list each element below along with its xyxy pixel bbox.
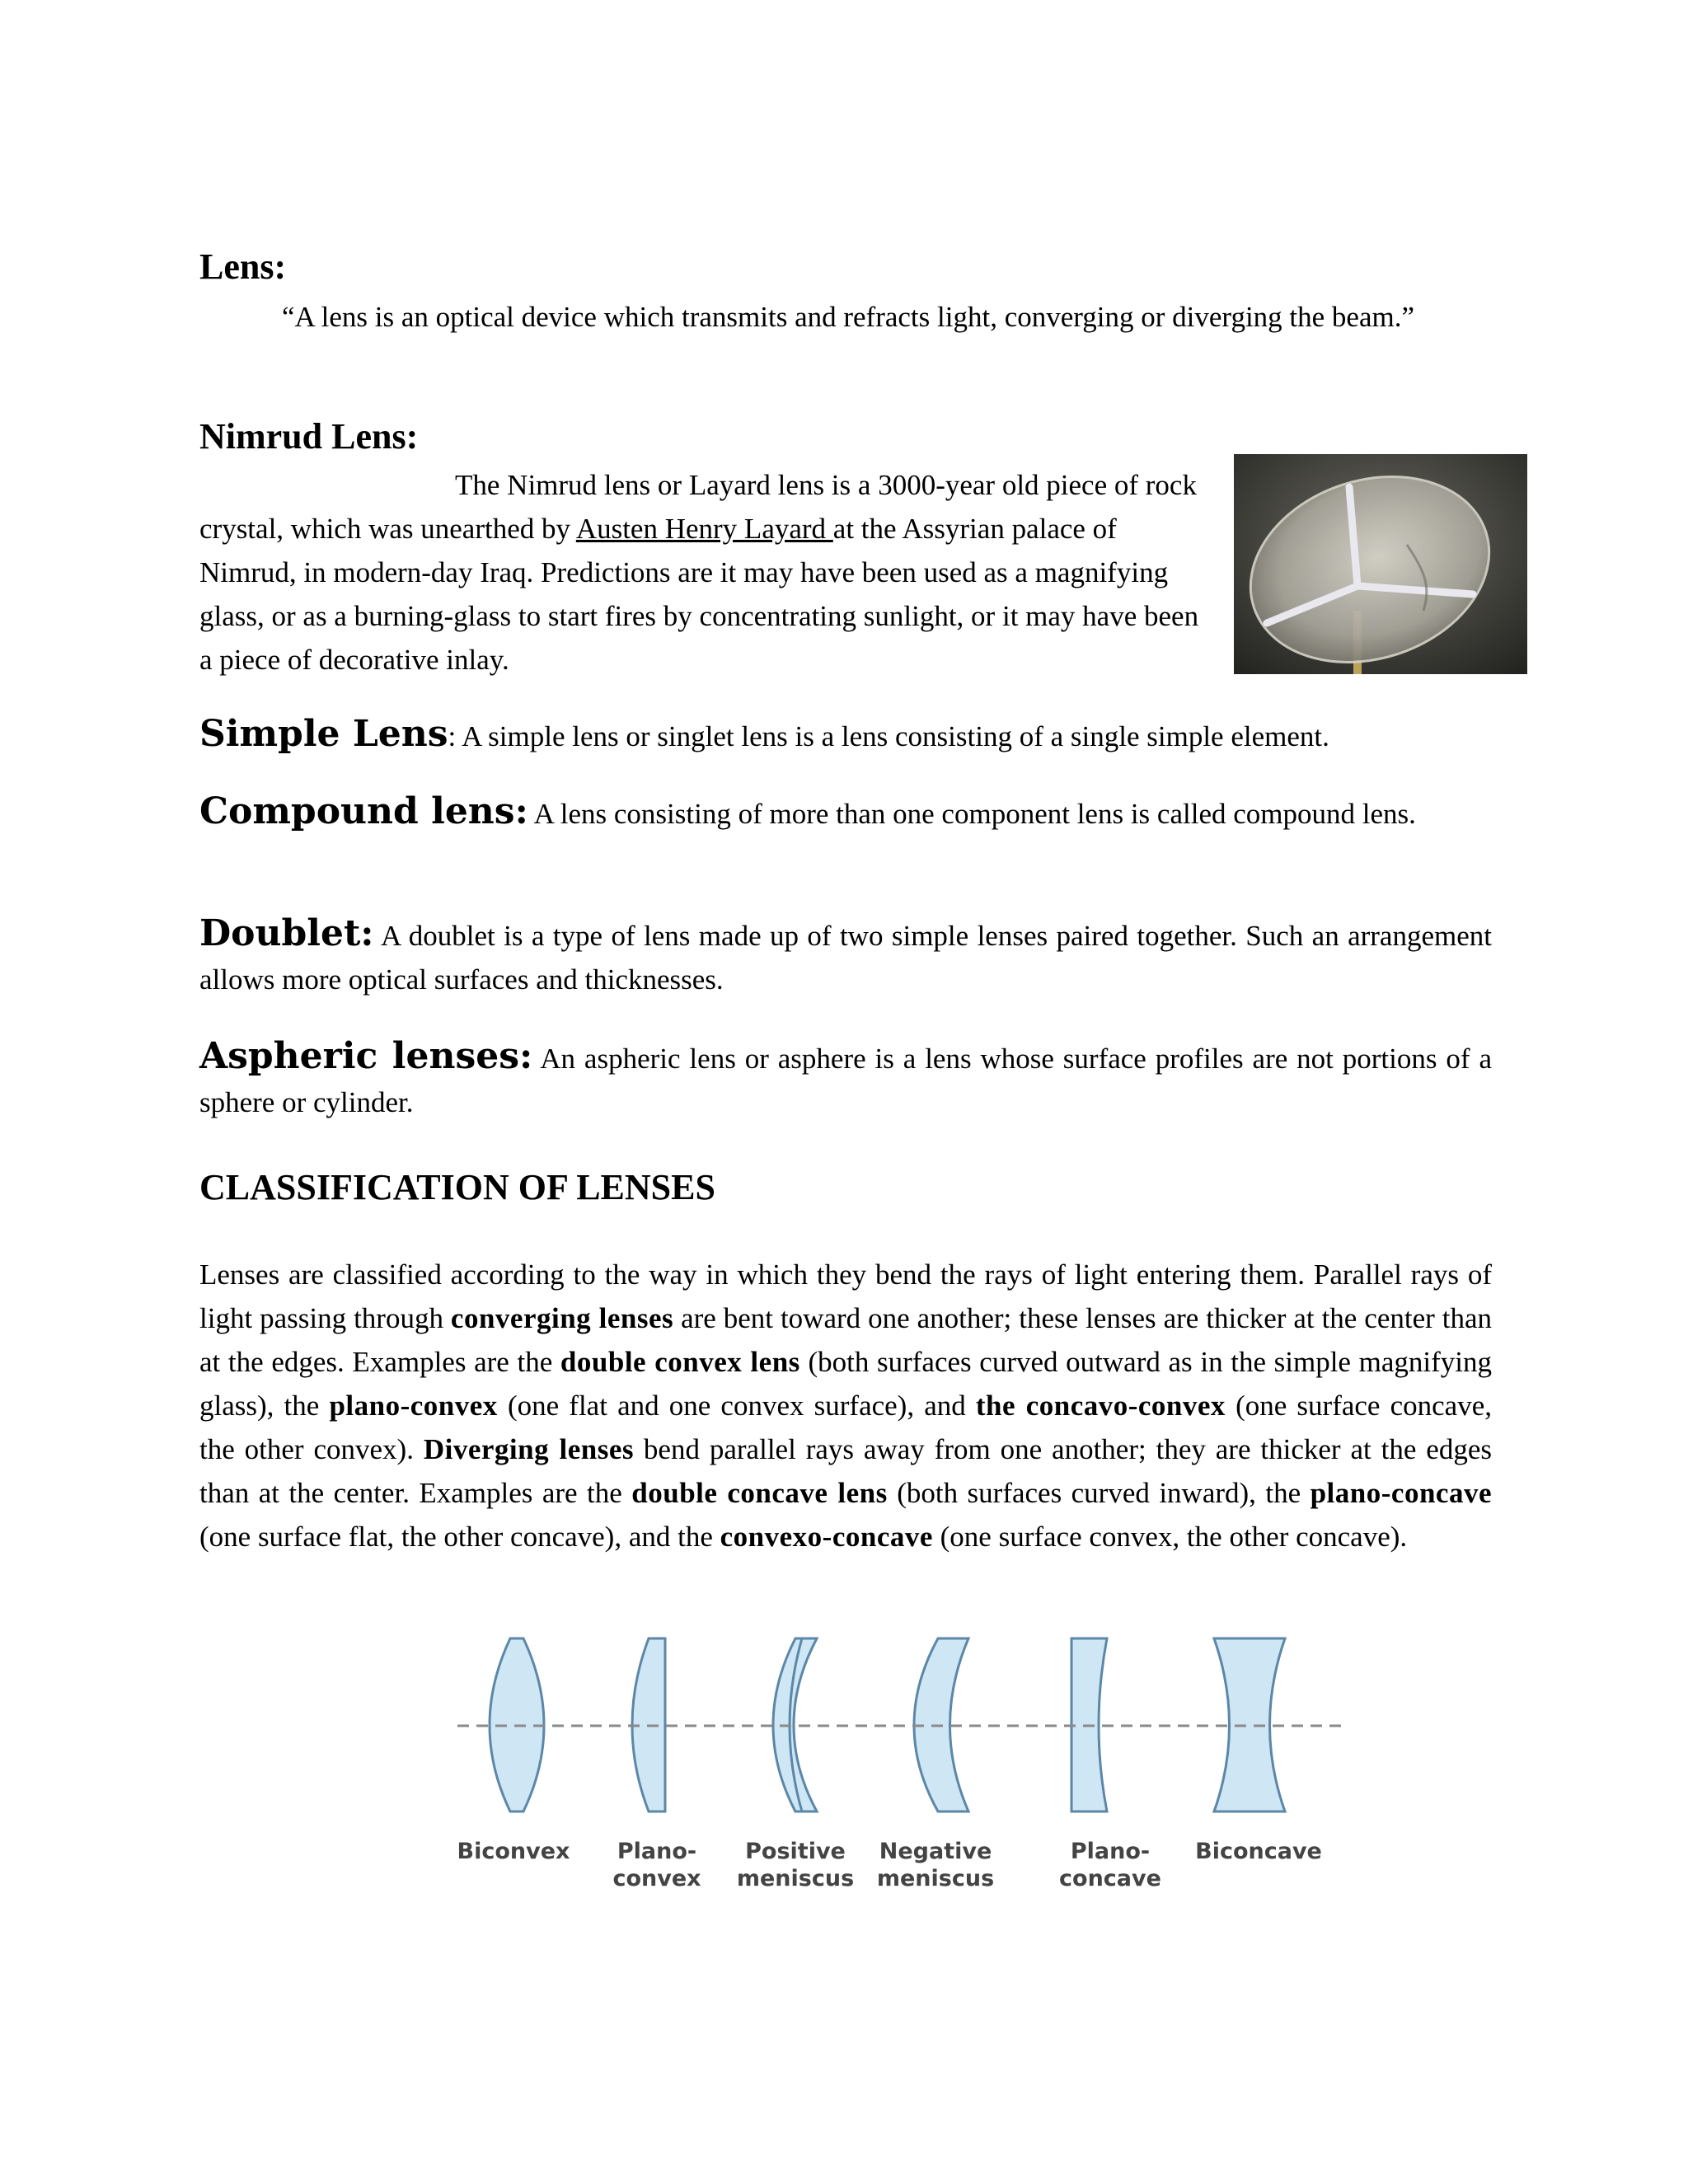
austen-henry-layard-link[interactable]: Austen Henry Layard	[575, 513, 833, 545]
nimrud-lens-paragraph	[199, 463, 1213, 682]
classification-text: are bent toward one another; these lenses are thicker at the center than at the edges. Examples are the	[199, 1302, 1492, 1378]
classification-text: Lenses are classified according to the way in which they bend the rays of light entering them. Parallel rays of light passing through	[199, 1258, 1492, 1334]
lens-label: Biconvex	[457, 1839, 570, 1864]
lens-label-line2: convex	[612, 1866, 701, 1891]
classification-text: (one flat and one convex surface), and	[497, 1390, 976, 1422]
compound-lens-paragraph	[199, 790, 1492, 836]
term-plano-convex: plano-convex	[329, 1390, 498, 1422]
classification-text: bend parallel rays away from one another; they are thicker at the edges than at the center. Examples are the	[199, 1433, 1492, 1509]
nimrud-text-after-link: at the Assyrian palace of Nimrud, in modern-day Iraq. Predictions are it may have been used as a magnifying glass, or as a burning-glass to start fires by concentrating sunlight, or it may have been a piece of decorative inlay.	[199, 513, 1199, 676]
classification-paragraph	[199, 1253, 1492, 1558]
classification-text: (one surface flat, the other concave), and the	[199, 1521, 720, 1553]
compound-lens-term: Compound lens:	[199, 790, 528, 832]
doublet-term: Doublet:	[199, 912, 374, 954]
lens-types-diagram	[457, 1622, 1348, 1902]
nimrud-lens-heading: Nimrud Lens:	[199, 416, 419, 457]
classification-text: (both surfaces curved outward as in the simple magnifying glass), the	[199, 1346, 1492, 1422]
lens-labels	[457, 1839, 1322, 1891]
doublet-paragraph	[199, 912, 1492, 1001]
simple-lens-paragraph	[199, 712, 1492, 758]
aspheric-lenses-definition: An aspheric lens or asphere is a lens whose surface profiles are not portions of a sphere or cylinder.	[199, 1043, 1492, 1118]
classification-text: (one surface convex, the other concave).	[932, 1521, 1408, 1553]
nimrud-lens-photo	[1234, 454, 1527, 674]
simple-lens-term: Simple Lens	[199, 713, 448, 755]
lens-label-line2: meniscus	[876, 1866, 995, 1891]
lens-label: Biconcave	[1195, 1839, 1322, 1864]
positive-meniscus-lens-shape	[773, 1638, 817, 1811]
doublet-definition: A doublet is a type of lens made up of two simple lenses paired together. Such an arrangement allows more optical surfaces and thicknesses.	[199, 920, 1492, 996]
simple-lens-definition: : A simple lens or singlet lens is a lens consisting of a single simple element.	[448, 720, 1329, 752]
lens-label-line2: concave	[1059, 1866, 1161, 1891]
compound-lens-definition: A lens consisting of more than one component lens is called compound lens.	[528, 798, 1416, 830]
lens-label: Negative	[879, 1839, 992, 1864]
term-double-concave-lens: double concave lens	[631, 1477, 888, 1509]
aspheric-lenses-paragraph	[199, 1034, 1492, 1124]
lens-label: Plano-	[1070, 1839, 1151, 1864]
nimrud-text-before-link: The Nimrud lens or Layard lens is a 3000-year old piece of rock crystal, which was unearthed by	[199, 469, 1197, 545]
lens-label-line2: meniscus	[736, 1866, 855, 1891]
classification-text: (one surface concave, the other convex).	[199, 1390, 1492, 1465]
lens-heading: Lens:	[199, 246, 287, 287]
classification-text: (both surfaces curved inward), the	[887, 1477, 1311, 1509]
term-diverging-lenses: Diverging lenses	[423, 1433, 635, 1465]
term-double-convex-lens: double convex lens	[560, 1346, 800, 1378]
term-convexo-concave: convexo-concave	[720, 1521, 933, 1553]
term-plano-concave: plano-concave	[1310, 1477, 1492, 1509]
lens-label: Positive	[745, 1839, 846, 1864]
classification-heading: CLASSIFICATION OF LENSES	[199, 1167, 715, 1207]
lens-definition: “A lens is an optical device which transmits and refracts light, converging or diverging the beam.”	[282, 301, 1415, 333]
lens-label: Plano-	[617, 1839, 697, 1864]
term-concavo-convex: the concavo-convex	[975, 1390, 1226, 1422]
term-converging-lenses: converging lenses	[450, 1302, 674, 1334]
aspheric-lenses-term: Aspheric lenses:	[199, 1035, 533, 1077]
